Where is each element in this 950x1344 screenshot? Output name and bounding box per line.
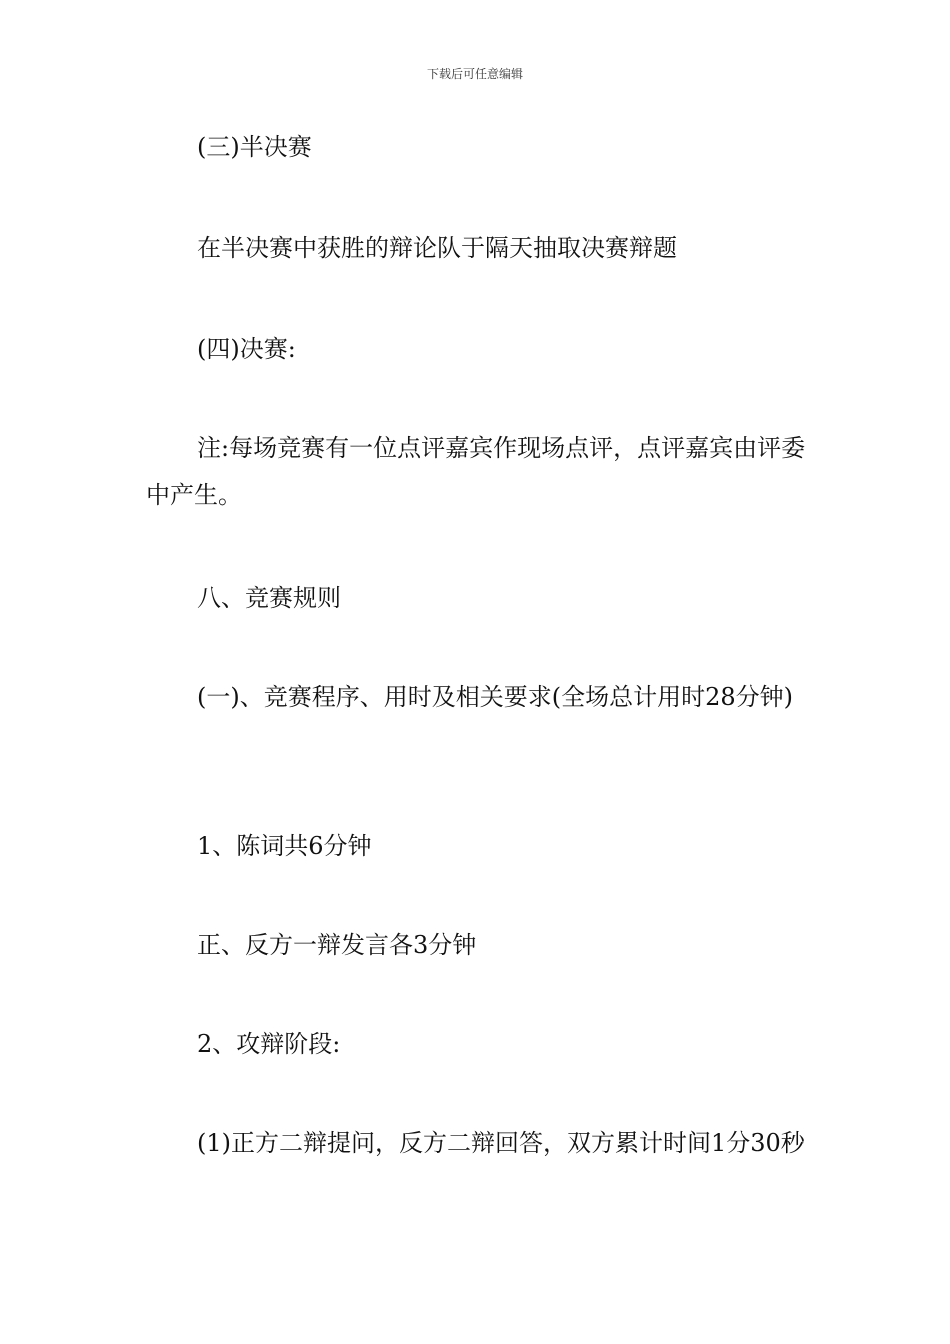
header-note: 下载后可任意编辑 xyxy=(426,67,523,81)
paragraph-cross-exam-heading: 2、攻辩阶段: xyxy=(197,1030,341,1058)
paragraph-first-speaker: 正、反方一辩发言各3分钟 xyxy=(197,931,477,959)
paragraph-rules-heading: 八、竞赛规则 xyxy=(197,584,341,612)
paragraph-semifinal-rule: 在半决赛中获胜的辩论队于隔天抽取决赛辩题 xyxy=(197,234,677,262)
paragraph-statement: 1、陈词共6分钟 xyxy=(197,832,372,860)
paragraph-procedure-heading: (一)、竞赛程序、用时及相关要求(全场总计用时28分钟) xyxy=(197,683,793,711)
paragraph-judge-note: 注:每场竞赛有一位点评嘉宾作现场点评，点评嘉宾由评委中产生。 xyxy=(146,434,806,509)
paragraph-final-heading: (四)决赛: xyxy=(197,335,296,363)
paragraph-semifinal-heading: (三)半决赛 xyxy=(197,133,312,161)
paragraph-cross-exam-1: (1)正方二辩提问，反方二辩回答，双方累计时间1分30秒 xyxy=(197,1129,805,1157)
